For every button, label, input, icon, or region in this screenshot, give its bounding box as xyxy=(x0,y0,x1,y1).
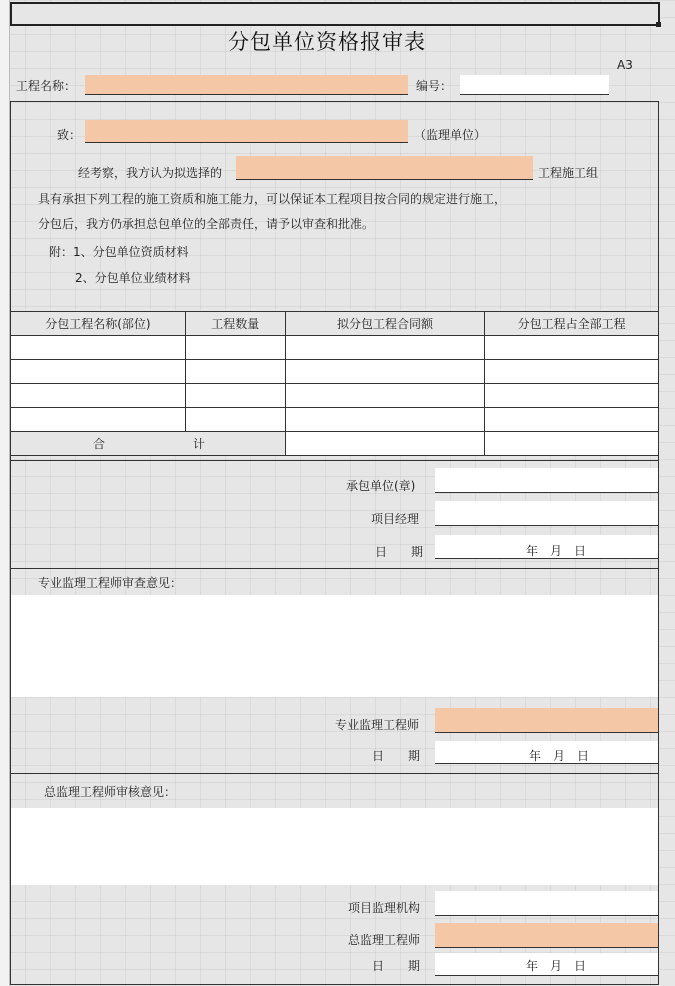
project-supervision-org-label: 项目监理机构 xyxy=(348,901,421,915)
attachment-2: 2、分包单位业绩材料 xyxy=(75,271,191,285)
col-header-quantity: 工程数量 xyxy=(185,312,285,336)
table-row xyxy=(11,408,659,432)
row-header-strip xyxy=(0,0,10,986)
table-cell[interactable] xyxy=(185,336,285,360)
table-cell[interactable] xyxy=(185,408,285,432)
chief-opinion-area[interactable] xyxy=(11,808,658,885)
table-cell[interactable] xyxy=(185,384,285,408)
chief-engineer-field[interactable] xyxy=(435,923,658,948)
table-total-row xyxy=(11,432,659,456)
specialist-engineer-label: 专业监理工程师 xyxy=(335,718,420,732)
specialist-date-value: 年 月 日 xyxy=(529,749,590,763)
para-line2: 具有承担下列工程的施工资质和施工能力，可以保证本工程项目按合同的规定进行施工， xyxy=(38,192,507,206)
number-label: 编号： xyxy=(416,79,453,93)
form-title: 分包单位资格报审表 xyxy=(228,30,426,54)
selected-cell[interactable] xyxy=(10,2,660,26)
to-label: 致： xyxy=(57,128,82,142)
subcontractor-field[interactable] xyxy=(236,156,533,180)
table-cell[interactable] xyxy=(485,360,659,384)
table-row xyxy=(11,336,659,360)
project-manager-field[interactable] xyxy=(435,501,658,526)
project-supervision-org-field[interactable] xyxy=(435,891,658,916)
table-cell[interactable] xyxy=(485,408,659,432)
total-amount-cell[interactable] xyxy=(285,432,485,456)
col-header-name: 分包工程名称(部位) xyxy=(11,312,186,336)
para-line1-prefix: 经考察，我方认为拟选择的 xyxy=(78,166,223,180)
contractor-date-label: 日 期 xyxy=(375,545,424,559)
para-line1-suffix: 工程施工组 xyxy=(538,166,599,180)
chief-engineer-label: 总监理工程师 xyxy=(348,933,421,947)
total-label-1: 合 xyxy=(93,437,106,451)
chief-opinion-label: 总监理工程师审核意见： xyxy=(44,785,177,799)
specialist-date-label: 日 期 xyxy=(372,749,421,763)
table-cell[interactable] xyxy=(11,336,186,360)
project-name-label: 工程名称： xyxy=(16,79,77,93)
total-ratio-cell[interactable] xyxy=(485,432,659,456)
para-line3: 分包后，我方仍承担总包单位的全部责任，请予以审查和批准。 xyxy=(38,217,375,231)
specialist-opinion-area[interactable] xyxy=(11,595,658,697)
chief-date-value: 年 月 日 xyxy=(526,959,587,973)
table-row xyxy=(11,360,659,384)
table-cell[interactable] xyxy=(485,384,659,408)
total-label-2: 计 xyxy=(192,437,205,451)
form-code: A3 xyxy=(617,58,633,72)
table-row xyxy=(11,384,659,408)
table-cell[interactable] xyxy=(285,408,485,432)
frame-top xyxy=(10,101,659,102)
table-bottom-rule xyxy=(10,460,659,461)
col-header-ratio: 分包工程占全部工程 xyxy=(485,312,659,336)
subcontract-table xyxy=(10,311,659,456)
table-cell[interactable] xyxy=(11,360,186,384)
table-cell[interactable] xyxy=(11,408,186,432)
project-manager-label: 项目经理 xyxy=(371,512,420,526)
frame-right xyxy=(658,101,659,985)
table-cell[interactable] xyxy=(485,336,659,360)
supervisor-unit-label: （监理单位） xyxy=(414,128,487,142)
table-cell[interactable] xyxy=(185,360,285,384)
total-label-cell xyxy=(11,432,286,456)
chief-date-label: 日 期 xyxy=(372,959,421,973)
contractor-date-value: 年 月 日 xyxy=(526,544,587,558)
col-header-amount: 拟分包工程合同额 xyxy=(285,312,485,336)
table-cell[interactable] xyxy=(285,336,485,360)
to-field[interactable] xyxy=(85,120,408,143)
table-cell[interactable] xyxy=(11,384,186,408)
frame-bottom xyxy=(10,984,659,985)
table-cell[interactable] xyxy=(285,360,485,384)
fill-handle[interactable] xyxy=(656,22,661,27)
project-name-field[interactable] xyxy=(85,75,408,95)
section-rule-1 xyxy=(10,568,659,569)
table-header-row xyxy=(11,312,659,336)
number-field[interactable] xyxy=(460,75,609,95)
specialist-engineer-field[interactable] xyxy=(435,708,658,733)
specialist-opinion-label: 专业监理工程师审查意见： xyxy=(38,576,183,590)
contractor-unit-field[interactable] xyxy=(435,468,658,493)
table-cell[interactable] xyxy=(285,384,485,408)
section-rule-2 xyxy=(10,773,659,774)
contractor-unit-label: 承包单位(章) xyxy=(346,479,416,493)
attachment-1: 附：1、分包单位资质材料 xyxy=(49,245,189,259)
